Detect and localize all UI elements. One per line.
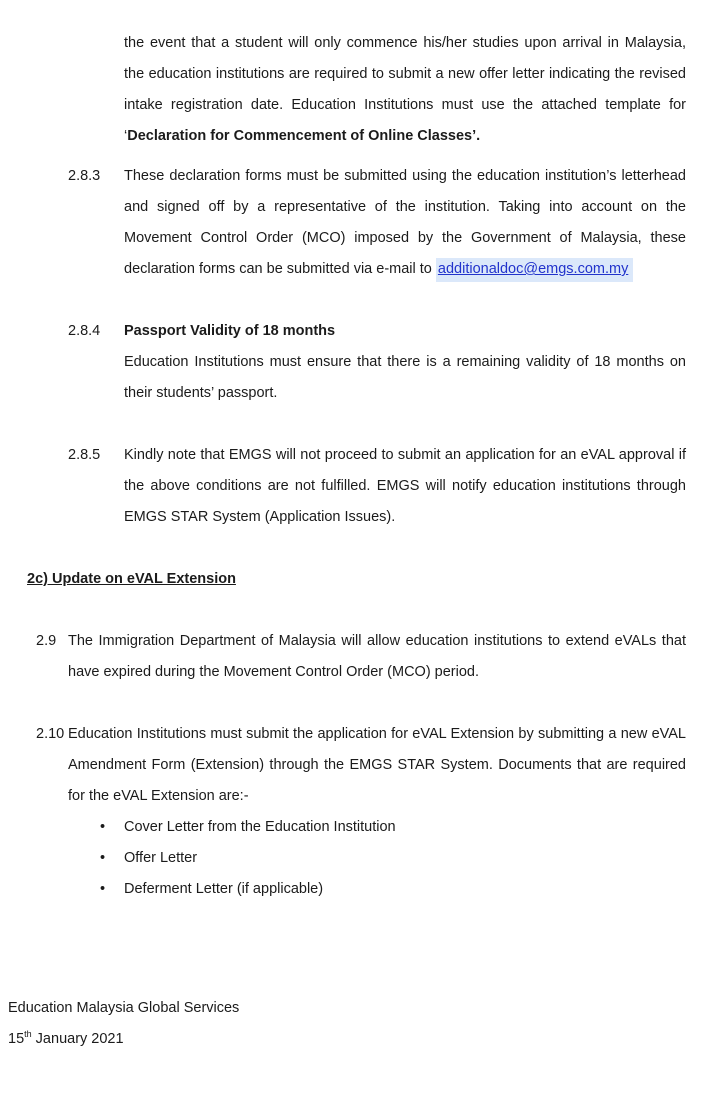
item-text: The Immigration Department of Malaysia will allow education institutions to extend eVALs that have expired during the Movement Control Order (MCO) period. xyxy=(68,633,686,680)
item-number: 2.10 xyxy=(36,726,65,742)
document-footer xyxy=(8,993,239,1055)
intro-paragraph-text: the event that a student will only commence his/her studies upon arrival in Malaysia, the education institutions are required to submit a new offer letter indicating the revised intake registration date. Education Institutions must use the attached template for ‘ xyxy=(124,35,686,144)
item-text: Education Institutions must submit the application for eVAL Extension by submitting a new eVAL Amendment Form (Extension) through the EMGS STAR System. Documents that are required for the eVAL Extension are:- xyxy=(68,726,686,804)
list-item xyxy=(68,843,686,874)
item-body xyxy=(124,161,686,285)
item-body xyxy=(124,316,686,409)
numbered-item-2-8-5 xyxy=(68,440,686,533)
bullet-icon: • xyxy=(100,819,106,835)
intro-paragraph xyxy=(124,28,686,152)
numbered-item-2-8-4 xyxy=(68,316,686,409)
list-item-text: Deferment Letter (if applicable) xyxy=(124,881,324,897)
required-documents-list xyxy=(68,812,686,905)
footer-date xyxy=(8,1024,239,1055)
footer-date-rest: January 2021 xyxy=(31,1031,124,1047)
item-body xyxy=(68,719,686,905)
intro-paragraph-bold-text: Declaration for Commencement of Online Classes’. xyxy=(127,128,481,144)
bullet-icon: • xyxy=(100,850,106,866)
email-link[interactable]: additionaldoc@emgs.com.my xyxy=(436,258,633,282)
item-text: These declaration forms must be submitted using the education institution’s letterhead and signed off by a representative of the institution. Taking into account on the Movement Control Order (MCO) imposed by the Government of Malaysia, these declaration forms can be submitted via e-mail to xyxy=(124,168,686,277)
item-heading: Passport Validity of 18 months xyxy=(124,323,336,339)
item-number: 2.9 xyxy=(36,633,57,649)
list-item-text: Offer Letter xyxy=(124,850,198,866)
item-text: Kindly note that EMGS will not proceed to submit an application for an eVAL approval if the above conditions are not fulfilled. EMGS will notify education institutions through EMGS STAR System (Application Issues). xyxy=(124,447,686,525)
list-item-text: Cover Letter from the Education Institution xyxy=(124,819,396,835)
footer-date-day: 15 xyxy=(8,1031,25,1047)
footer-organization: Education Malaysia Global Services xyxy=(8,1000,240,1016)
numbered-item-2-8-3 xyxy=(68,161,686,285)
item-text: Education Institutions must ensure that there is a remaining validity of 18 months on their students’ passport. xyxy=(124,354,686,401)
list-item xyxy=(68,812,686,843)
item-number: 2.8.3 xyxy=(68,168,101,184)
footer-date-ordinal: th xyxy=(24,1029,32,1040)
bullet-icon: • xyxy=(100,881,106,897)
item-number: 2.8.4 xyxy=(68,323,101,339)
section-heading-eval-extension: 2c) Update on eVAL Extension xyxy=(27,571,236,587)
item-number: 2.8.5 xyxy=(68,447,101,463)
numbered-item-2-10 xyxy=(36,719,686,905)
list-item xyxy=(68,874,686,905)
numbered-item-2-9 xyxy=(36,626,686,688)
